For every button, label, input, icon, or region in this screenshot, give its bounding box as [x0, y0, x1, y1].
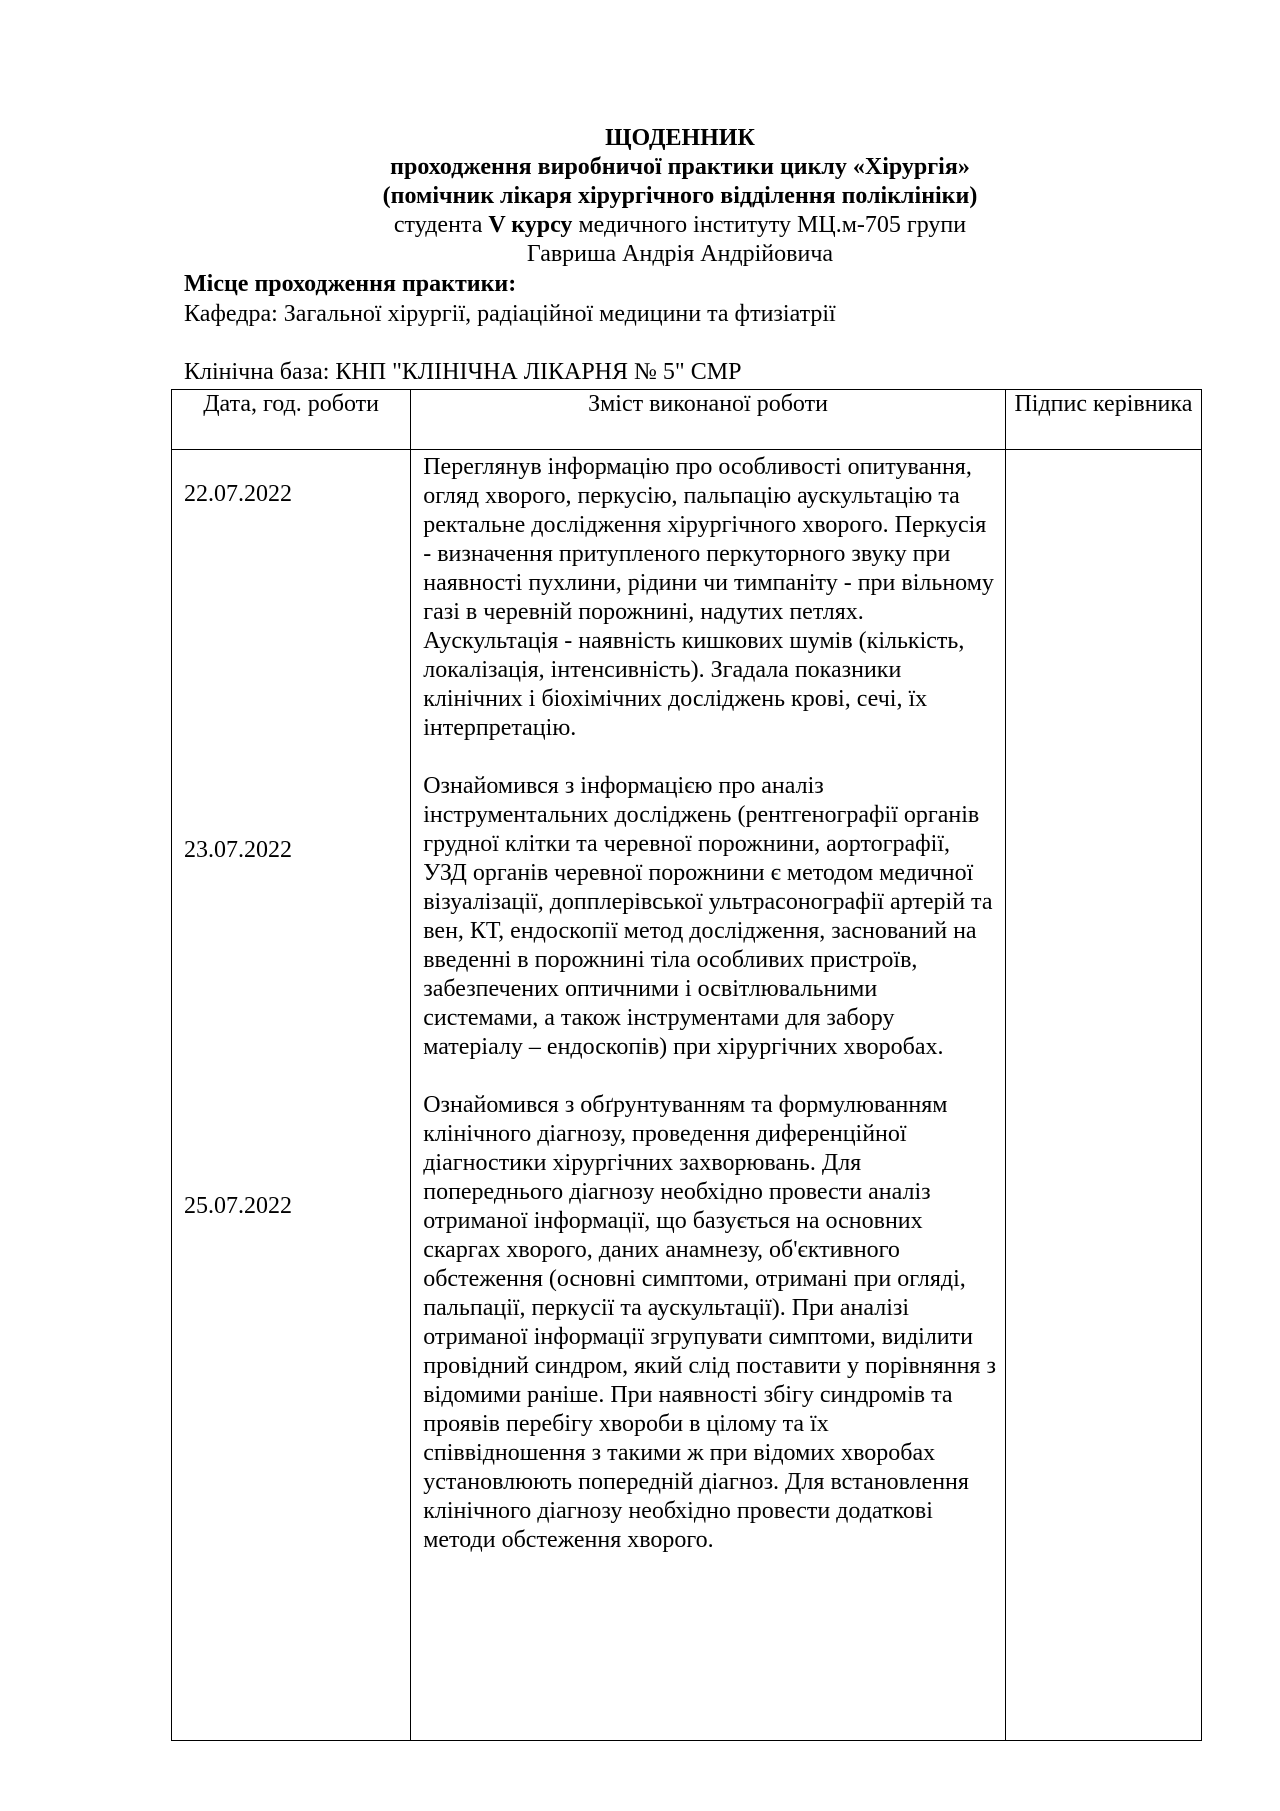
header-signature: Підпис керівника	[1005, 390, 1201, 450]
content-cell	[411, 450, 1006, 1741]
position-line: (помічник лікаря хірургічного відділення поліклініки)	[382, 183, 978, 209]
title-block	[170, 124, 1190, 269]
entry-date: 25.07.2022	[184, 1193, 292, 1219]
student-course-line	[170, 211, 1190, 240]
entry-text: Переглянув інформацію про особливості опитування, огляд хворого, перкусію, пальпацію аускультацію та ректальне дослідження хірургічного хворого. Перкусія - визначення притупленого перкуторного звуку при наявності пухлини, рідини чи тимпаніту - при вільному газі в черевній порожнині, надутих петлях. Аускультація - наявність кишкових шумів (кількість, локалізація, інтенсивність). Згадала показники клінічних і біохімічних досліджень крові, сечі, їх інтерпретацію.	[423, 454, 994, 741]
entry-text: Ознайомився з обґрунтуванням та формулюванням клінічного діагнозу, проведення диференційної діагностики хірургічних захворювань. Для попереднього діагнозу необхідно провести аналіз отриманої інформації, що базується на основних скаргах хворого, даних анамнезу, об'єктивного обстеження (основні симптоми, отримані при огляді, пальпації, перкусії та аускультації). При аналізі отриманої інформації згрупувати симптоми, виділити провідний синдром, який слід поставити у порівняння з відомими раніше. При наявності збігу синдромів та проявів перебігу хвороби в цілому та їх співвідношення з такими ж при відомих хворобах установлюють попередній діагноз. Для встановлення клінічного діагнозу необхідно провести додаткові методи обстеження хворого.	[423, 1092, 996, 1553]
entry-date: 22.07.2022	[184, 481, 292, 507]
table-header-row	[172, 390, 1202, 450]
header-date: Дата, год. роботи	[172, 390, 411, 450]
clinical-base-line: Клінічна база: КНП "КЛІНІЧНА ЛІКАРНЯ № 5" СМР	[184, 359, 742, 385]
entry-date: 23.07.2022	[184, 837, 292, 863]
header-content: Зміст виконаної роботи	[411, 390, 1006, 450]
signature-cell	[1005, 450, 1201, 1741]
department-line: Кафедра: Загальної хірургії, радіаційної медицини та фтизіатрії	[184, 301, 836, 327]
diary-heading: ЩОДЕННИК	[605, 125, 755, 151]
table-row	[172, 450, 1202, 1741]
student-name: Гавриша Андрія Андрійовича	[526, 241, 834, 267]
place-label: Місце проходження практики:	[184, 271, 517, 297]
dates-cell	[172, 450, 411, 1741]
course-number: V курсу	[488, 212, 573, 238]
institute-group: медичного інституту МЦ.м-705 групи	[572, 212, 967, 238]
practice-cycle-line: проходження виробничої практики циклу «Хірургія»	[390, 154, 970, 180]
entry-text: Ознайомився з інформацією про аналіз інструментальних досліджень (рентгенографії органів грудної клітки та черевної порожнини, аортографії, УЗД органів черевної порожнини є методом медичної візуалізації, допплерівської ультрасонографії артерій та вен, КТ, ендоскопії метод дослідження, заснований на введенні в порожнині тіла особливих пристроїв, забезпечених оптичними і освітлювальними системами, а також інструментами для забору матеріалу – ендоскопів) при хірургічних хворобах.	[423, 773, 993, 1060]
diary-table	[171, 389, 1202, 1741]
student-prefix: студента	[393, 212, 489, 238]
